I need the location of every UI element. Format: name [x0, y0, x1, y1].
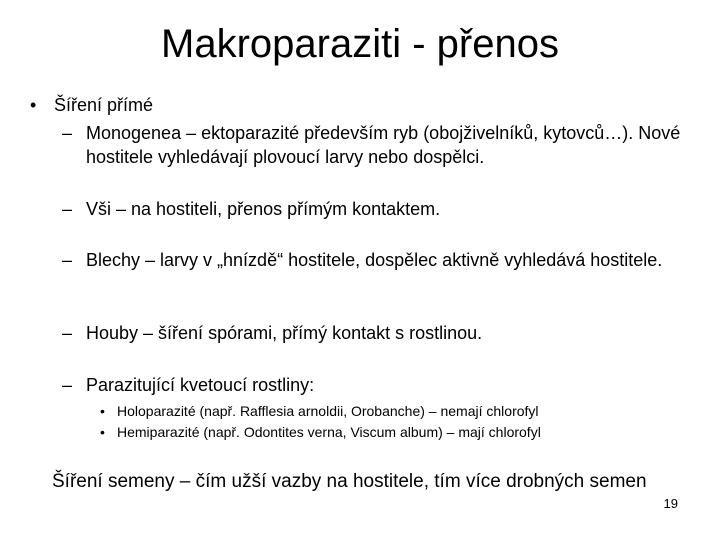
dash-marker: –	[62, 323, 73, 343]
bullet-marker: •	[100, 424, 105, 440]
slide-title: Makroparaziti - přenos	[161, 22, 559, 66]
sub-item-text: Vši – na hostiteli, přenos přímým kontaktem.	[86, 199, 441, 219]
dash-marker: –	[62, 199, 73, 219]
dash-marker: –	[62, 123, 73, 143]
sub-item-text: Monogenea – ektoparazité především ryb (obojživelníků, kytovců…). Nové hostitele vyhledávají plovoucí larvy nebo dospělci.	[86, 123, 681, 167]
sub-item-text: Blechy – larvy v „hnízdě“ hostitele, dospělec aktivně vyhledává hostitele.	[86, 250, 663, 270]
dash-marker: –	[62, 375, 73, 395]
nested-item-text: Hemiparazité (např. Odontites verna, Viscum album) – mají chlorofyl	[117, 424, 541, 440]
bullet-marker: •	[30, 95, 37, 115]
sub-item-text: Houby – šíření spórami, přímý kontakt s rostlinou.	[86, 323, 483, 343]
dash-marker: –	[62, 250, 73, 270]
closing-statement: Šíření semeny – čím užší vazby na hostitele, tím více drobných semen	[52, 471, 647, 492]
page-number: 19	[663, 496, 678, 511]
bullet-marker: •	[100, 403, 105, 419]
main-bullet-label: Šíření přímé	[54, 95, 154, 115]
sub-item-text: Parazitující kvetoucí rostliny:	[86, 375, 315, 395]
nested-item-text: Holoparazité (např. Rafflesia arnoldii, Orobanche) – nemají chlorofyl	[117, 403, 539, 419]
